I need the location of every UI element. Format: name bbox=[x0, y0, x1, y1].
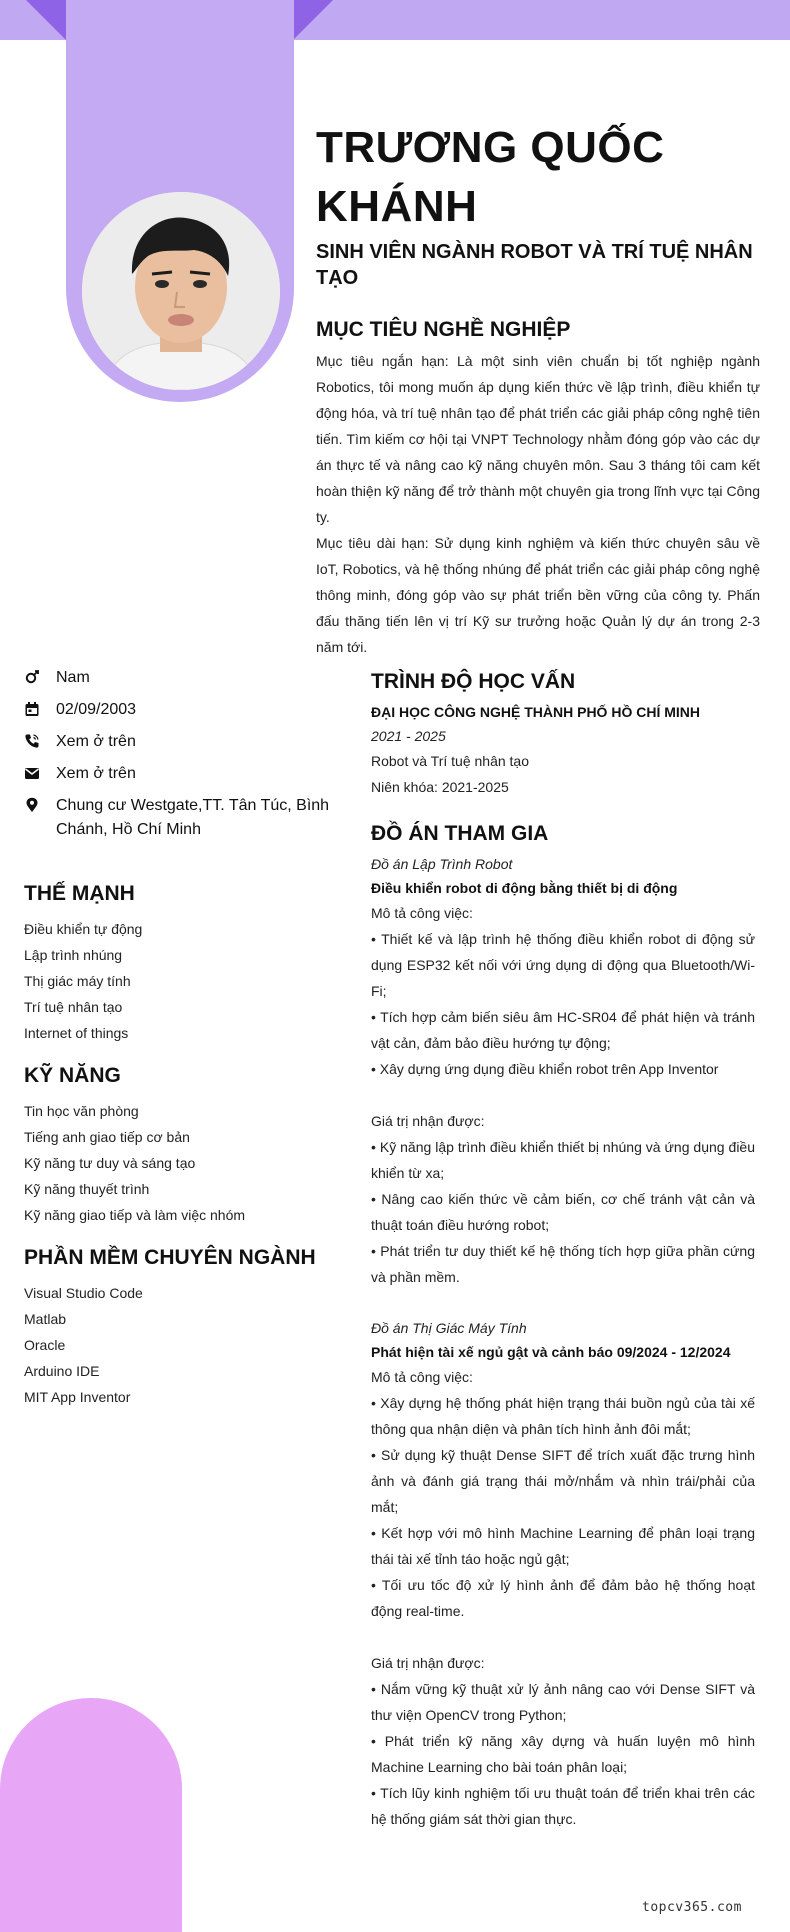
spacer bbox=[371, 1624, 755, 1650]
contact-phone bbox=[24, 730, 344, 754]
list-item: Điều khiển tự động bbox=[24, 921, 143, 937]
projects-section bbox=[371, 820, 755, 1832]
short-term-objective: Mục tiêu ngắn hạn: Là một sinh viên chuẩn bị tốt nghiệp ngành Robotics, tôi mong muốn áp dụng kiến thức về lập trình, điều khiển tự động hóa, và trí tuệ nhân tạo để phát triển các giải pháp công nghệ tiên tiến. Tìm kiếm cơ hội tại VNPT Technology nhằm đóng góp vào các dự án thực tế và nâng cao kỹ năng chuyên môn. Sau 3 tháng tôi cam kết hoàn thiện kỹ năng để trở thành một chuyên gia trong lĩnh vực tại Công ty. bbox=[316, 353, 760, 525]
project-item bbox=[371, 852, 755, 1290]
project-desc-item: • Tích hợp cảm biến siêu âm HC-SR04 để phát hiện và tránh vật cản, đảm bảo điều hướng tự động; bbox=[371, 1009, 755, 1051]
project-title: Phát hiện tài xế ngủ gật và cảnh báo 09/2024 - 12/2024 bbox=[371, 1344, 731, 1360]
spacer bbox=[371, 1082, 755, 1108]
section-title: KỸ NĂNG bbox=[24, 1064, 121, 1087]
project-category: Đồ án Lập Trình Robot bbox=[371, 856, 513, 872]
list-item: Kỹ năng thuyết trình bbox=[24, 1181, 150, 1197]
project-category: Đồ án Thị Giác Máy Tính bbox=[371, 1320, 527, 1336]
list-item: Tin học văn phòng bbox=[24, 1103, 139, 1119]
long-term-objective: Mục tiêu dài hạn: Sử dụng kinh nghiệm và kiến thức chuyên sâu về IoT, Robotics, và hệ thống nhúng để phát triển các giải pháp công nghệ thông minh, đóng góp vào sự phát triển bền vững của công ty. Phấn đấu thăng tiến lên vị trí Kỹ sư trưởng hoặc Quản lý dự án trong 2-3 năm tới. bbox=[316, 535, 760, 655]
project-desc-item: • Xây dựng hệ thống phát hiện trạng thái buồn ngủ của tài xế thông qua nhận diện và phân tích hình ảnh đôi mắt; bbox=[371, 1395, 755, 1437]
project-value-item: • Tích lũy kinh nghiệm tối ưu thuật toán để triển khai trên các hệ thống giám sát thời gian thực. bbox=[371, 1785, 755, 1827]
project-value-item: • Nắm vững kỹ thuật xử lý ảnh nâng cao với Dense SIFT và thư viện OpenCV trong Python; bbox=[371, 1681, 755, 1723]
contact-email bbox=[24, 762, 344, 786]
email-icon bbox=[24, 762, 56, 781]
banner-fold-right bbox=[293, 0, 333, 40]
project-desc-label: Mô tả công việc: bbox=[371, 1369, 473, 1385]
avatar-portrait bbox=[82, 192, 280, 390]
location-icon bbox=[24, 794, 56, 813]
list-item: Kỹ năng giao tiếp và làm việc nhóm bbox=[24, 1207, 246, 1223]
major: Robot và Trí tuệ nhân tạo bbox=[371, 753, 529, 769]
calendar-icon bbox=[24, 698, 56, 717]
course-year: Niên khóa: 2021-2025 bbox=[371, 779, 509, 795]
project-desc-item: • Tối ưu tốc độ xử lý hình ảnh để đảm bảo hệ thống hoạt động real-time. bbox=[371, 1577, 755, 1619]
software-section bbox=[24, 1244, 344, 1410]
list-item: Matlab bbox=[24, 1311, 67, 1327]
birthday-value: 02/09/2003 bbox=[56, 701, 137, 718]
section-title: ĐỒ ÁN THAM GIA bbox=[371, 822, 549, 845]
right-column bbox=[371, 668, 755, 1858]
list-item: Visual Studio Code bbox=[24, 1285, 143, 1301]
school-name: ĐẠI HỌC CÔNG NGHỆ THÀNH PHỐ HỒ CHÍ MINH bbox=[371, 704, 700, 720]
avatar bbox=[82, 192, 280, 390]
phone-value: Xem ở trên bbox=[56, 733, 136, 750]
banner-fold-left bbox=[26, 0, 66, 40]
gender-value: Nam bbox=[56, 669, 90, 686]
email-value: Xem ở trên bbox=[56, 765, 136, 782]
list-item: Lập trình nhúng bbox=[24, 947, 123, 963]
gender-icon bbox=[24, 666, 56, 685]
project-desc-item: • Xây dựng ứng dụng điều khiển robot trên App Inventor bbox=[371, 1061, 719, 1077]
decorative-blob bbox=[0, 1698, 182, 1932]
project-item bbox=[371, 1316, 755, 1832]
candidate-name: TRƯƠNG QUỐC KHÁNH bbox=[316, 123, 665, 231]
project-desc-item: • Sử dụng kỹ thuật Dense SIFT để trích xuất đặc trưng hình ảnh và đánh giá trạng thái mở/nhắm và nhìn trái/phải của mắt; bbox=[371, 1447, 755, 1515]
project-desc-label: Mô tả công việc: bbox=[371, 905, 473, 921]
project-value-item: • Phát triển tư duy thiết kế hệ thống tích hợp giữa phần cứng và phần mềm. bbox=[371, 1243, 755, 1285]
phone-icon bbox=[24, 730, 56, 749]
education-section bbox=[371, 668, 755, 800]
list-item: Internet of things bbox=[24, 1025, 129, 1041]
list-item: Kỹ năng tư duy và sáng tạo bbox=[24, 1155, 196, 1171]
skills-section bbox=[24, 1062, 344, 1228]
section-title: THẾ MẠNH bbox=[24, 882, 135, 905]
project-value-label: Giá trị nhận được: bbox=[371, 1655, 485, 1671]
contact-gender bbox=[24, 666, 344, 690]
project-value-label: Giá trị nhận được: bbox=[371, 1113, 485, 1129]
project-title: Điều khiển robot di động bằng thiết bị di động bbox=[371, 880, 678, 896]
contact-birthday bbox=[24, 698, 344, 722]
project-desc-item: • Thiết kế và lập trình hệ thống điều khiển robot di động sử dụng ESP32 kết nối với ứng dụng di động qua Bluetooth/Wi-Fi; bbox=[371, 931, 755, 999]
list-item: Oracle bbox=[24, 1337, 66, 1353]
project-value-item: • Kỹ năng lập trình điều khiển thiết bị nhúng và ứng dụng điều khiển từ xa; bbox=[371, 1139, 755, 1181]
address-value: Chung cư Westgate,TT. Tân Túc, Bình Chánh, Hồ Chí Minh bbox=[56, 797, 330, 838]
strengths-section bbox=[24, 880, 344, 1046]
section-title: TRÌNH ĐỘ HỌC VẤN bbox=[371, 670, 576, 693]
list-item: Thị giác máy tính bbox=[24, 973, 131, 989]
watermark-url: topcv365.com bbox=[642, 1900, 742, 1915]
contact-address bbox=[24, 794, 344, 842]
study-period: 2021 - 2025 bbox=[371, 728, 446, 744]
list-item: MIT App Inventor bbox=[24, 1389, 131, 1405]
project-desc-item: • Kết hợp với mô hình Machine Learning để phân loại trạng thái tài xế tỉnh táo hoặc ngủ gật; bbox=[371, 1525, 755, 1567]
project-value-item: • Phát triển kỹ năng xây dựng và huấn luyện mô hình Machine Learning cho bài toán phân loại; bbox=[371, 1733, 755, 1775]
section-title: MỤC TIÊU NGHỀ NGHIỆP bbox=[316, 318, 571, 341]
career-objective-section bbox=[316, 316, 760, 660]
job-title: SINH VIÊN NGÀNH ROBOT VÀ TRÍ TUỆ NHÂN TẠO bbox=[316, 241, 753, 289]
left-column-lists bbox=[24, 880, 344, 1426]
section-title: PHẦN MỀM CHUYÊN NGÀNH bbox=[24, 1246, 316, 1269]
project-value-item: • Nâng cao kiến thức về cảm biến, cơ chế tránh vật cản và thuật toán điều hướng robot; bbox=[371, 1191, 755, 1233]
list-item: Tiếng anh giao tiếp cơ bản bbox=[24, 1129, 190, 1145]
list-item: Trí tuệ nhân tạo bbox=[24, 999, 123, 1015]
list-item: Arduino IDE bbox=[24, 1363, 100, 1379]
contact-info bbox=[24, 666, 344, 850]
